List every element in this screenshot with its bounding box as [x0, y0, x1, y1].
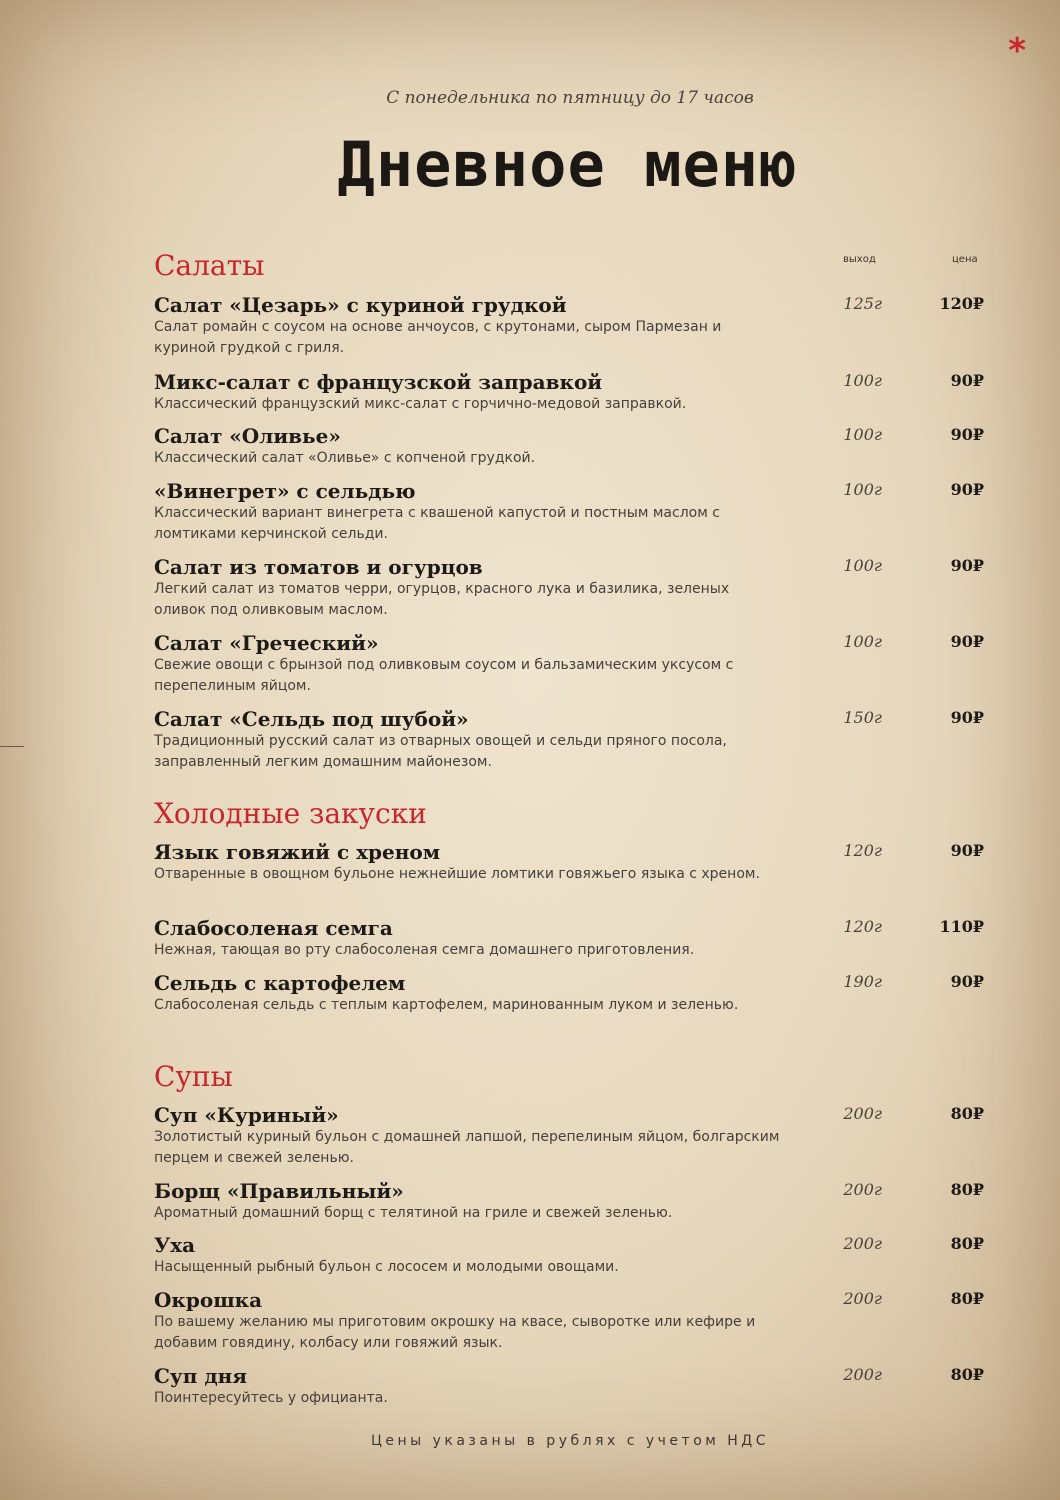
item-price: 120₽ [939, 294, 984, 313]
menu-item [154, 840, 984, 885]
item-price: 90₽ [950, 425, 984, 444]
item-name: Салат «Оливье» [154, 424, 341, 448]
item-weight: 200г [843, 1104, 882, 1123]
price-note-footer: Цены указаны в рублях с учетом НДС [370, 1433, 770, 1449]
item-weight: 100г [843, 371, 882, 390]
item-description: Свежие овощи с брынзой под оливковым соусом и бальзамическим уксусом с перепелиным яйцом. [154, 657, 734, 694]
item-name: Окрошка [154, 1288, 263, 1312]
item-price: 80₽ [950, 1180, 984, 1199]
item-description: Отваренные в овощном бульоне нежнейшие ломтики говяжьего языка с хреном. [154, 866, 760, 882]
menu-item [154, 479, 984, 545]
menu-item [154, 424, 984, 469]
item-name: Салат «Сельдь под шубой» [154, 707, 469, 731]
margin-mark [0, 746, 24, 747]
menu-item [154, 1233, 984, 1278]
item-name: Суп «Куриный» [154, 1103, 339, 1127]
item-price: 80₽ [950, 1104, 984, 1123]
menu-hours-subtitle: С понедельника по пятницу до 17 часов [386, 88, 754, 108]
item-price: 90₽ [950, 632, 984, 651]
item-price: 80₽ [950, 1289, 984, 1308]
item-description: Легкий салат из томатов черри, огурцов, красного лука и базилика, зеленых оливок под оливковым маслом. [154, 581, 730, 618]
item-description: Классический салат «Оливье» с копченой грудкой. [154, 450, 536, 466]
item-name: Борщ «Правильный» [154, 1179, 404, 1203]
item-description: Слабосоленая сельдь с теплым картофелем, маринованным луком и зеленью. [154, 997, 739, 1013]
item-price: 90₽ [950, 556, 984, 575]
item-weight: 200г [843, 1289, 882, 1308]
section-title-cold-appetizers: Холодные закуски [154, 797, 427, 830]
item-weight: 150г [843, 708, 882, 727]
column-header-weight: выход [843, 254, 876, 265]
item-price: 80₽ [950, 1234, 984, 1253]
item-price: 90₽ [950, 972, 984, 991]
section-title-salads: Салаты [154, 249, 265, 282]
menu-item [154, 1288, 984, 1354]
menu-item [154, 293, 984, 359]
item-name: Уха [154, 1233, 196, 1257]
item-name: Сельдь с картофелем [154, 971, 406, 995]
menu-item [154, 1364, 984, 1409]
asterisk-icon: * [1008, 31, 1026, 71]
item-weight: 125г [843, 294, 882, 313]
item-name: Салат «Цезарь» с куриной грудкой [154, 293, 567, 317]
item-description: Традиционный русский салат из отварных овощей и сельди пряного посола, заправленный легким домашним майонезом. [154, 733, 727, 770]
item-weight: 120г [843, 917, 882, 936]
menu-item [154, 1179, 984, 1224]
item-description: Ароматный домашний борщ с телятиной на гриле и свежей зеленью. [154, 1205, 673, 1221]
menu-item [154, 555, 984, 621]
item-description: По вашему желанию мы приготовим окрошку на квасе, сыворотке или кефире и добавим говядину, колбасу или говяжий язык. [154, 1314, 756, 1351]
item-weight: 100г [843, 425, 882, 444]
item-description: Классический французский микс-салат с горчично-медовой заправкой. [154, 396, 687, 412]
item-description: Золотистый куриный бульон с домашней лапшой, перепелиным яйцом, болгарским перцем и свежей зеленью. [154, 1129, 780, 1166]
item-description: Нежная, тающая во рту слабосоленая семга домашнего приготовления. [154, 942, 695, 958]
item-weight: 200г [843, 1234, 882, 1253]
item-price: 110₽ [939, 917, 984, 936]
menu-item [154, 916, 984, 961]
item-weight: 100г [843, 480, 882, 499]
item-name: Салат из томатов и огурцов [154, 555, 483, 579]
item-price: 90₽ [950, 841, 984, 860]
item-price: 90₽ [950, 480, 984, 499]
item-price: 80₽ [950, 1365, 984, 1384]
item-weight: 200г [843, 1365, 882, 1384]
item-description: Салат ромайн с соусом на основе анчоусов, с крутонами, сыром Пармезан и куриной грудкой с гриля. [154, 319, 722, 356]
item-name: Микс-салат с французской заправкой [154, 370, 603, 394]
section-title-soups: Супы [154, 1060, 233, 1093]
item-description: Классический вариант винегрета с квашеной капустой и постным маслом с ломтиками керчинской сельди. [154, 505, 720, 542]
item-name: Салат «Греческий» [154, 631, 379, 655]
item-price: 90₽ [950, 371, 984, 390]
menu-item [154, 1103, 984, 1169]
page-title: Дневное меню [337, 128, 798, 201]
item-price: 90₽ [950, 708, 984, 727]
item-weight: 120г [843, 841, 882, 860]
menu-item [154, 971, 984, 1016]
item-description: Поинтересуйтесь у официанта. [154, 1390, 388, 1406]
column-header-price: цена [952, 254, 978, 265]
item-name: Слабосоленая семга [154, 916, 393, 940]
menu-item [154, 707, 984, 773]
item-weight: 100г [843, 556, 882, 575]
item-weight: 200г [843, 1180, 882, 1199]
item-description: Насыщенный рыбный бульон с лососем и молодыми овощами. [154, 1259, 619, 1275]
item-weight: 190г [843, 972, 882, 991]
item-name: Суп дня [154, 1364, 248, 1388]
menu-item [154, 631, 984, 697]
menu-item [154, 370, 984, 415]
item-name: Язык говяжий с хреном [154, 840, 441, 864]
item-weight: 100г [843, 632, 882, 651]
item-name: «Винегрет» с сельдью [154, 479, 416, 503]
